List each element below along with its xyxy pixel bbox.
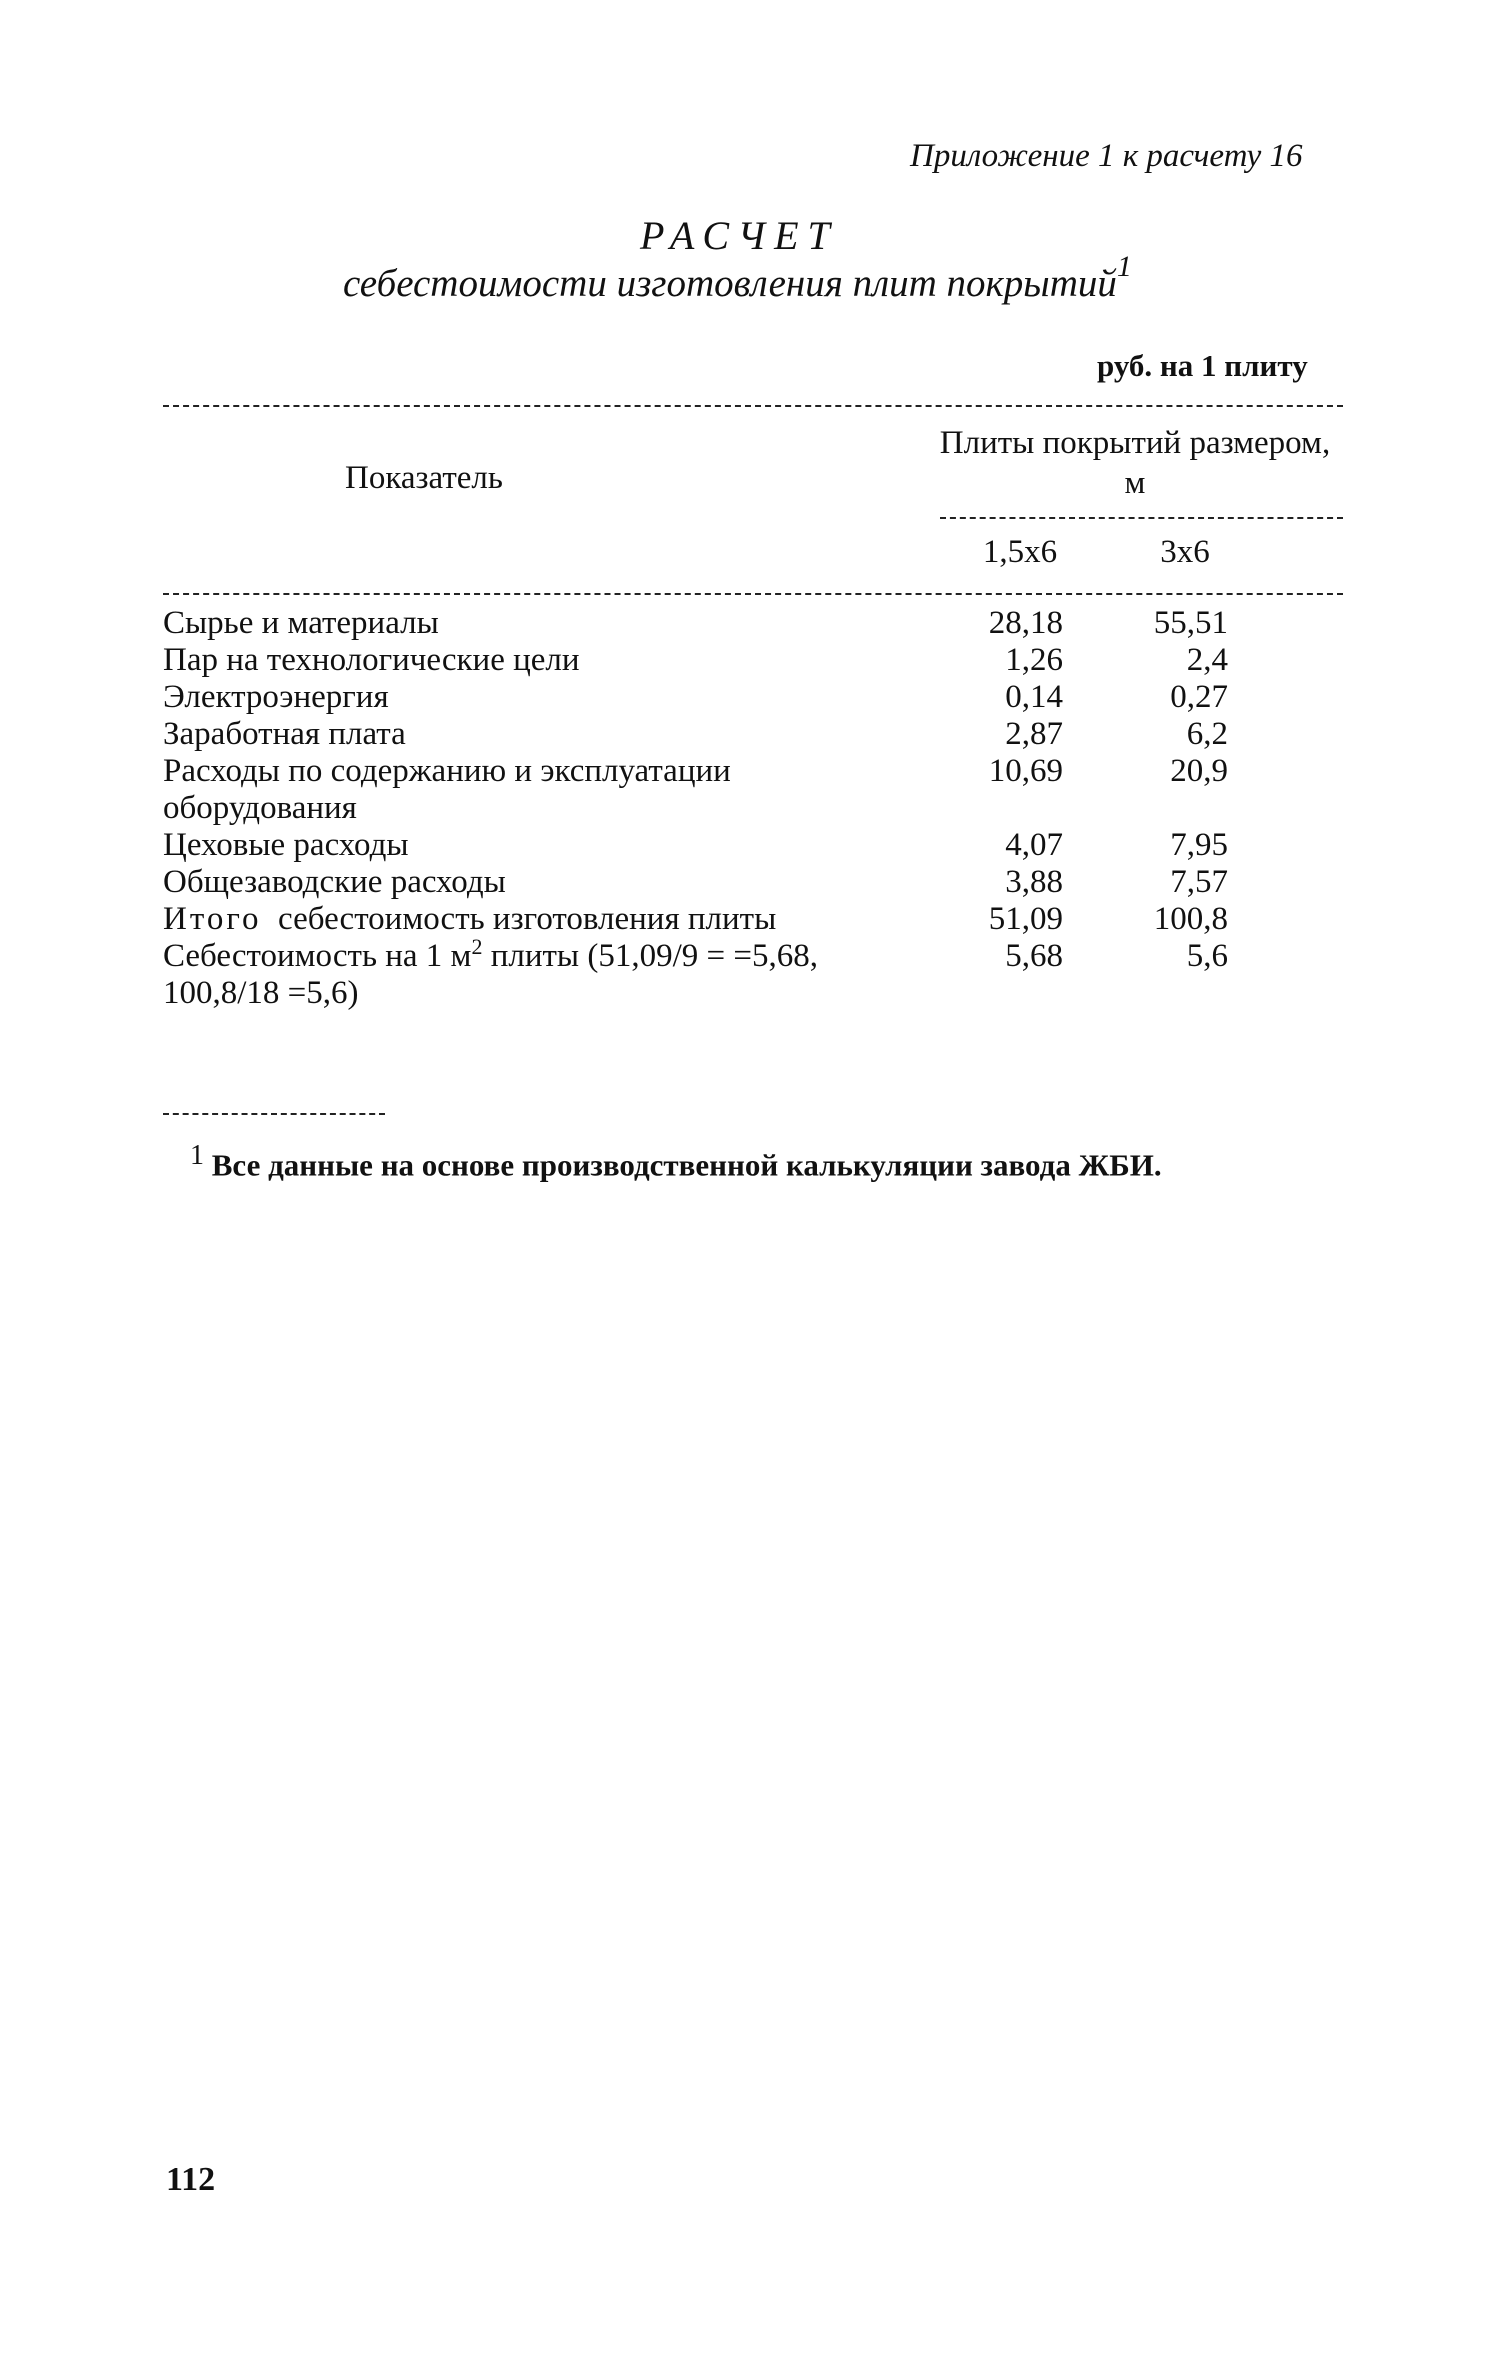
row-label: Сырье и материалы [163, 605, 439, 641]
row-value-1: 5,68 [1005, 938, 1063, 974]
row-value-2: 55,51 [1153, 605, 1228, 641]
table-row [163, 605, 1343, 642]
total-label: Итого [163, 901, 262, 937]
table-row [163, 716, 1343, 753]
row-label: Цеховые расходы [163, 827, 409, 863]
row-value-2: 6,2 [1186, 716, 1228, 752]
row-label [163, 901, 863, 938]
footnote [190, 1140, 1162, 1183]
row-label: Электроэнергия [163, 679, 389, 715]
table-row [163, 679, 1343, 716]
appendix-label: Приложение 1 к расчету 16 [910, 138, 1303, 174]
row-value-1: 3,88 [1005, 864, 1063, 900]
row-value-2: 0,27 [1170, 679, 1228, 715]
column-header-1: 1,5х6 [982, 534, 1058, 570]
subtitle-footnote-ref: 1 [1116, 250, 1132, 283]
unit-label: руб. на 1 плиту [1097, 348, 1308, 383]
table-row [163, 753, 1343, 827]
row-label: Расходы по содержанию и эксплуатации оборудования [163, 753, 731, 826]
subtitle-text: себестоимости изготовления плит покрытий [343, 262, 1117, 305]
row-value-2: 100,8 [1153, 901, 1228, 937]
row-value-2: 5,6 [1186, 938, 1228, 974]
plates-header: Плиты покрытий размером, м [939, 425, 1331, 501]
row-label: Заработная плата [163, 716, 406, 752]
document-subtitle [343, 250, 1132, 306]
row-value-1: 0,14 [1005, 679, 1063, 715]
table-row [163, 864, 1343, 901]
row-value-1: 10,69 [988, 753, 1063, 789]
row-label-start: Себестоимость на 1 м [163, 938, 472, 974]
square-sup: 2 [471, 934, 483, 959]
row-value-2: 7,95 [1170, 827, 1228, 863]
table-row [163, 642, 1343, 679]
footnote-text: Все данные на основе производственной калькуляции завода ЖБИ. [211, 1147, 1162, 1183]
footnote-mark: 1 [190, 1140, 204, 1171]
row-value-1: 28,18 [988, 605, 1063, 641]
column-group-rule [940, 517, 1343, 519]
table-row [163, 827, 1343, 864]
row-label: Общезаводские расходы [163, 864, 506, 900]
header-bottom-rule [163, 593, 1343, 595]
row-value-1: 4,07 [1005, 827, 1063, 863]
table-row [163, 934, 1343, 1012]
row-label [163, 934, 823, 1012]
row-value-2: 2,4 [1186, 642, 1228, 678]
row-label-rest: плиты (51,09/9 = =5,68, 100,8/18 =5,6) [163, 938, 818, 1011]
row-value-1: 51,09 [988, 901, 1063, 937]
document-title: РАСЧЕТ [640, 213, 839, 258]
table-row [163, 901, 1343, 938]
row-value-2: 7,57 [1170, 864, 1228, 900]
column-header-2: 3х6 [1160, 534, 1210, 570]
row-value-1: 1,26 [1005, 642, 1063, 678]
row-value-2: 20,9 [1170, 753, 1228, 789]
total-text: себестоимость изготовления плиты [278, 901, 777, 937]
indicator-header: Показатель [345, 460, 503, 496]
table-top-rule [163, 405, 1343, 407]
table-body [163, 605, 1343, 1012]
page-number: 112 [166, 2161, 216, 2198]
row-label: Пар на технологические цели [163, 642, 580, 678]
footnote-rule [163, 1113, 385, 1115]
row-value-1: 2,87 [1005, 716, 1063, 752]
